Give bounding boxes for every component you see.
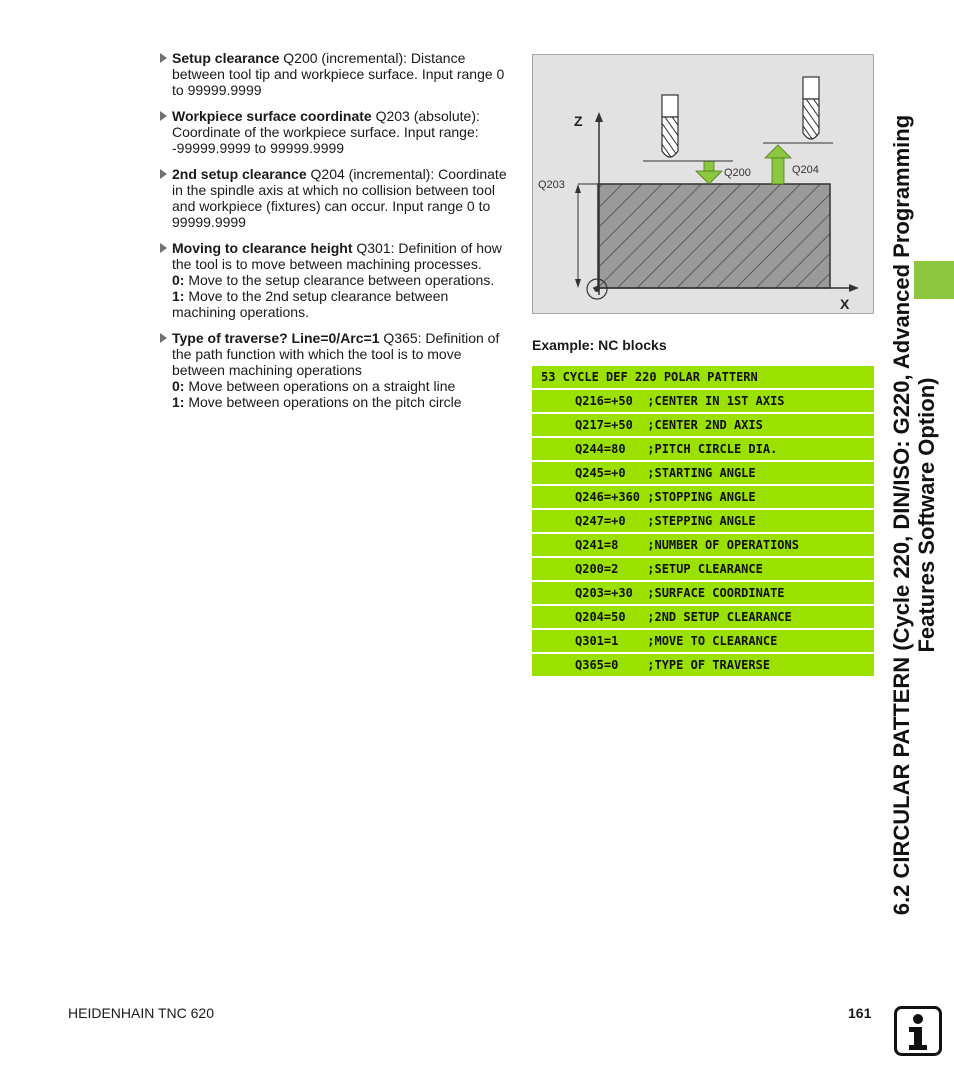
q203-arrow-top — [575, 184, 581, 193]
parameter-name: Moving to clearance height — [172, 240, 353, 256]
parameter-item — [158, 330, 514, 410]
x-axis-label: X — [840, 296, 850, 312]
parameter-name: Setup clearance — [172, 50, 280, 66]
parameter-item — [158, 240, 514, 320]
workpiece-block — [598, 184, 830, 288]
parameter-option — [172, 394, 514, 410]
nc-block-line: Q245=+0 ;STARTING ANGLE — [532, 462, 874, 484]
nc-block-line: Q216=+50 ;CENTER IN 1ST AXIS — [532, 390, 874, 412]
triangle-right-icon — [160, 53, 167, 63]
parameter-description: Q301: Definition of how the tool is to move between machining processes. — [172, 240, 502, 272]
q204-label: Q204 — [792, 164, 819, 176]
milling-tool-left — [662, 95, 678, 157]
parameter-item — [158, 108, 514, 156]
parameter-description: Q365: Definition of the path function with which the tool is to move between machining operations — [172, 330, 500, 378]
q200-arrow — [696, 161, 722, 184]
parameter-name: Type of traverse? Line=0/Arc=1 — [172, 330, 380, 346]
option-key: 1: — [172, 288, 185, 304]
chapter-title-line-2: Features Software Option) — [914, 377, 939, 653]
nc-example-heading: Example: NC blocks — [532, 337, 667, 353]
triangle-right-icon — [160, 243, 167, 253]
option-text: Move to the 2nd setup clearance between machining operations. — [172, 288, 449, 320]
triangle-right-icon — [160, 111, 167, 121]
triangle-right-icon — [160, 169, 167, 179]
option-key: 1: — [172, 394, 185, 410]
q204-arrow — [765, 145, 791, 184]
z-axis-label: Z — [574, 113, 583, 129]
nc-block-line: Q203=+30 ;SURFACE COORDINATE — [532, 582, 874, 604]
parameter-description: Q204 (incremental): Coordinate in the spindle axis at which no collision between tool and workpiece (fixtures) can occur. Input range 0 to 99999.9999 — [172, 166, 507, 230]
nc-block-line: Q246=+360 ;STOPPING ANGLE — [532, 486, 874, 508]
x-axis-arrowhead — [849, 284, 859, 292]
parameter-item — [158, 166, 514, 230]
cycle-diagram — [532, 54, 874, 314]
manual-name: HEIDENHAIN TNC 620 — [68, 1005, 215, 1021]
parameter-option — [172, 378, 514, 394]
diagram-svg — [533, 55, 875, 315]
parameter-name: Workpiece surface coordinate — [172, 108, 372, 124]
q200-label: Q200 — [724, 167, 751, 179]
nc-block-line: Q244=80 ;PITCH CIRCLE DIA. — [532, 438, 874, 460]
parameter-description: Q200 (incremental): Distance between tool tip and workpiece surface. Input range 0 to 99999.9999 — [172, 50, 505, 98]
parameter-option — [172, 272, 514, 288]
nc-block-line: Q200=2 ;SETUP CLEARANCE — [532, 558, 874, 580]
nc-block-line: 53 CYCLE DEF 220 POLAR PATTERN — [532, 366, 874, 388]
option-key: 0: — [172, 272, 185, 288]
page-number: 161 — [848, 1005, 872, 1021]
option-text: Move between operations on a straight line — [184, 378, 456, 394]
info-icon — [894, 1006, 942, 1056]
option-text: Move between operations on the pitch circle — [184, 394, 462, 410]
option-key: 0: — [172, 378, 185, 394]
q203-label: Q203 — [538, 179, 565, 191]
nc-block-line: Q204=50 ;2ND SETUP CLEARANCE — [532, 606, 874, 628]
nc-block-line: Q217=+50 ;CENTER 2ND AXIS — [532, 414, 874, 436]
q203-arrow-bottom — [575, 279, 581, 288]
parameter-option — [172, 288, 514, 320]
option-text: Move to the setup clearance between operations. — [184, 272, 495, 288]
parameter-list — [158, 50, 514, 420]
triangle-right-icon — [160, 333, 167, 343]
milling-tool-right — [803, 77, 819, 139]
nc-program-listing — [532, 366, 874, 678]
chapter-title — [874, 50, 954, 980]
parameter-description: Q203 (absolute): Coordinate of the workpiece surface. Input range: -99999.9999 to 99999.9999 — [172, 108, 480, 156]
nc-block-line: Q247=+0 ;STEPPING ANGLE — [532, 510, 874, 532]
nc-block-line: Q301=1 ;MOVE TO CLEARANCE — [532, 630, 874, 652]
parameter-item — [158, 50, 514, 98]
nc-block-line: Q241=8 ;NUMBER OF OPERATIONS — [532, 534, 874, 556]
nc-block-line: Q365=0 ;TYPE OF TRAVERSE — [532, 654, 874, 676]
origin-dot — [594, 286, 600, 292]
chapter-title-line-1: 6.2 CIRCULAR PATTERN (Cycle 220, DIN/ISO: G220, Advanced Programming — [889, 114, 914, 916]
parameter-name: 2nd setup clearance — [172, 166, 307, 182]
z-axis-arrowhead — [595, 112, 603, 122]
